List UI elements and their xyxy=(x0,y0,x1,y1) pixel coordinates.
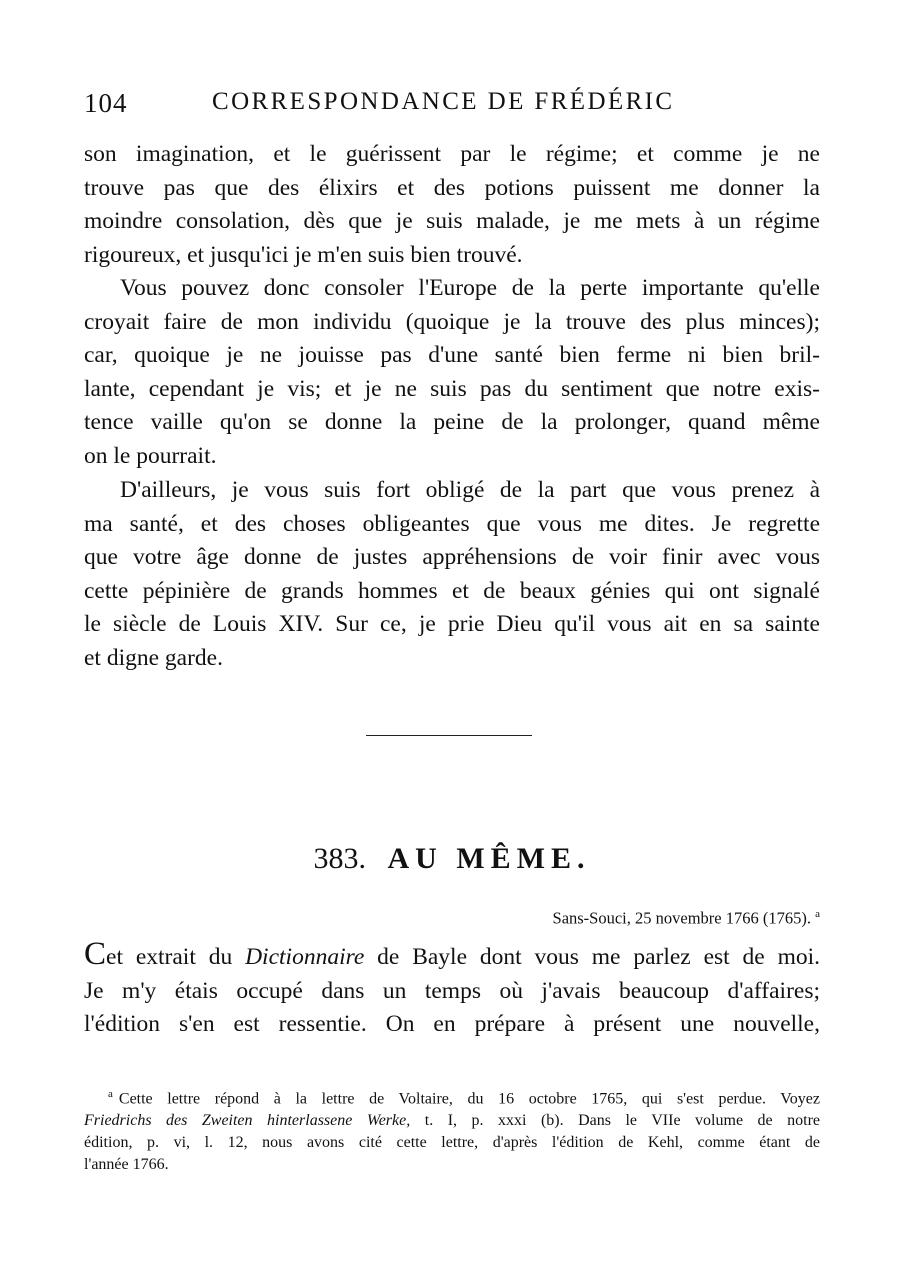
footnote-line xyxy=(84,1083,820,1110)
text-line: Vous pouvez donc consoler l'Europe de la perte importante qu'elle xyxy=(120,275,820,301)
footnote-line: édition, p. vi, l. 12, nous avons cité cette lettre, d'après l'édition de Kehl, comme étant de xyxy=(84,1134,820,1152)
running-header xyxy=(84,88,820,128)
letter-title: AU MÊME. xyxy=(387,842,591,875)
paragraph-2 xyxy=(84,272,820,473)
text-fragment: de Bayle dont vous me parlez est de moi. xyxy=(364,944,821,970)
text-line: ma santé, et des choses obligeantes que vous me dites. Je regrette xyxy=(84,510,820,537)
letter-body xyxy=(84,938,820,1042)
text-line: l'édition s'en est ressentie. On en prépare à présent une nouvelle, xyxy=(84,1011,820,1037)
text-fragment: et extrait du xyxy=(106,944,246,970)
letter-heading xyxy=(84,842,820,876)
text-line: tence vaille qu'on se donne la peine de la prolonger, quand même xyxy=(84,409,820,435)
text-line: et digne garde. xyxy=(84,644,223,671)
letter-number: 383. xyxy=(313,842,366,875)
text-line: le siècle de Louis XIV. Sur ce, je prie Dieu qu'il vous ait en sa sainte xyxy=(84,611,820,637)
footnote xyxy=(84,1083,820,1176)
italic-title: Dictionnaire xyxy=(245,944,365,970)
text-line: cette pépinière de grands hommes et de beaux génies qui ont signalé xyxy=(84,577,820,604)
text-line xyxy=(84,938,820,975)
footnote-text: Cette lettre répond à la lettre de Voltaire, du 16 octobre 1765, qui s'est perdue. Voyez xyxy=(118,1090,820,1108)
footnote-line xyxy=(84,1110,820,1132)
footnote-reference: a xyxy=(815,908,820,920)
text-line: on le pourrait. xyxy=(84,442,217,469)
section-divider xyxy=(366,735,532,736)
cited-work: Friedrichs des Zweiten hinterlassene Werke, xyxy=(84,1112,411,1130)
drop-cap: C xyxy=(84,936,107,972)
text-line: son imagination, et le guérissent par le régime; et comme je ne xyxy=(84,141,820,167)
text-line: lante, cependant je vis; et je ne suis pas du sentiment que notre exis- xyxy=(84,375,820,402)
text-line: que votre âge donne de justes appréhensions de voir finir avec vous xyxy=(84,544,820,570)
text-line: rigoureux, et jusqu'ici je m'en suis bien trouvé. xyxy=(84,241,523,268)
paragraph-1 xyxy=(84,138,820,272)
dateline-text: Sans-Souci, 25 novembre 1766 (1765). xyxy=(552,908,811,928)
text-line: Je m'y étais occupé dans un temps où j'avais beaucoup d'affaires; xyxy=(84,977,820,1004)
text-line: car, quoique je ne jouisse pas d'une santé bien ferme ni bien bril- xyxy=(84,342,820,368)
dateline xyxy=(553,908,820,929)
text-line: moindre consolation, dès que je suis malade, je me mets à un régime xyxy=(84,208,820,234)
footnote-line: l'année 1766. xyxy=(84,1156,169,1174)
page-number: 104 xyxy=(84,88,128,118)
footnote-mark: a xyxy=(108,1088,113,1100)
running-title: CORRESPONDANCE DE FRÉDÉRIC xyxy=(212,88,675,115)
text-line: croyait faire de mon individu (quoique je la trouve des plus minces); xyxy=(84,308,820,335)
footnote-text: t. I, p. xxxi (b). Dans le VIIe volume de notre xyxy=(410,1112,821,1130)
paragraph-3 xyxy=(84,474,820,675)
text-line: trouve pas que des élixirs et des potions puissent me donner la xyxy=(84,174,820,201)
text-line: D'ailleurs, je vous suis fort obligé de la part que vous prenez à xyxy=(120,477,820,503)
